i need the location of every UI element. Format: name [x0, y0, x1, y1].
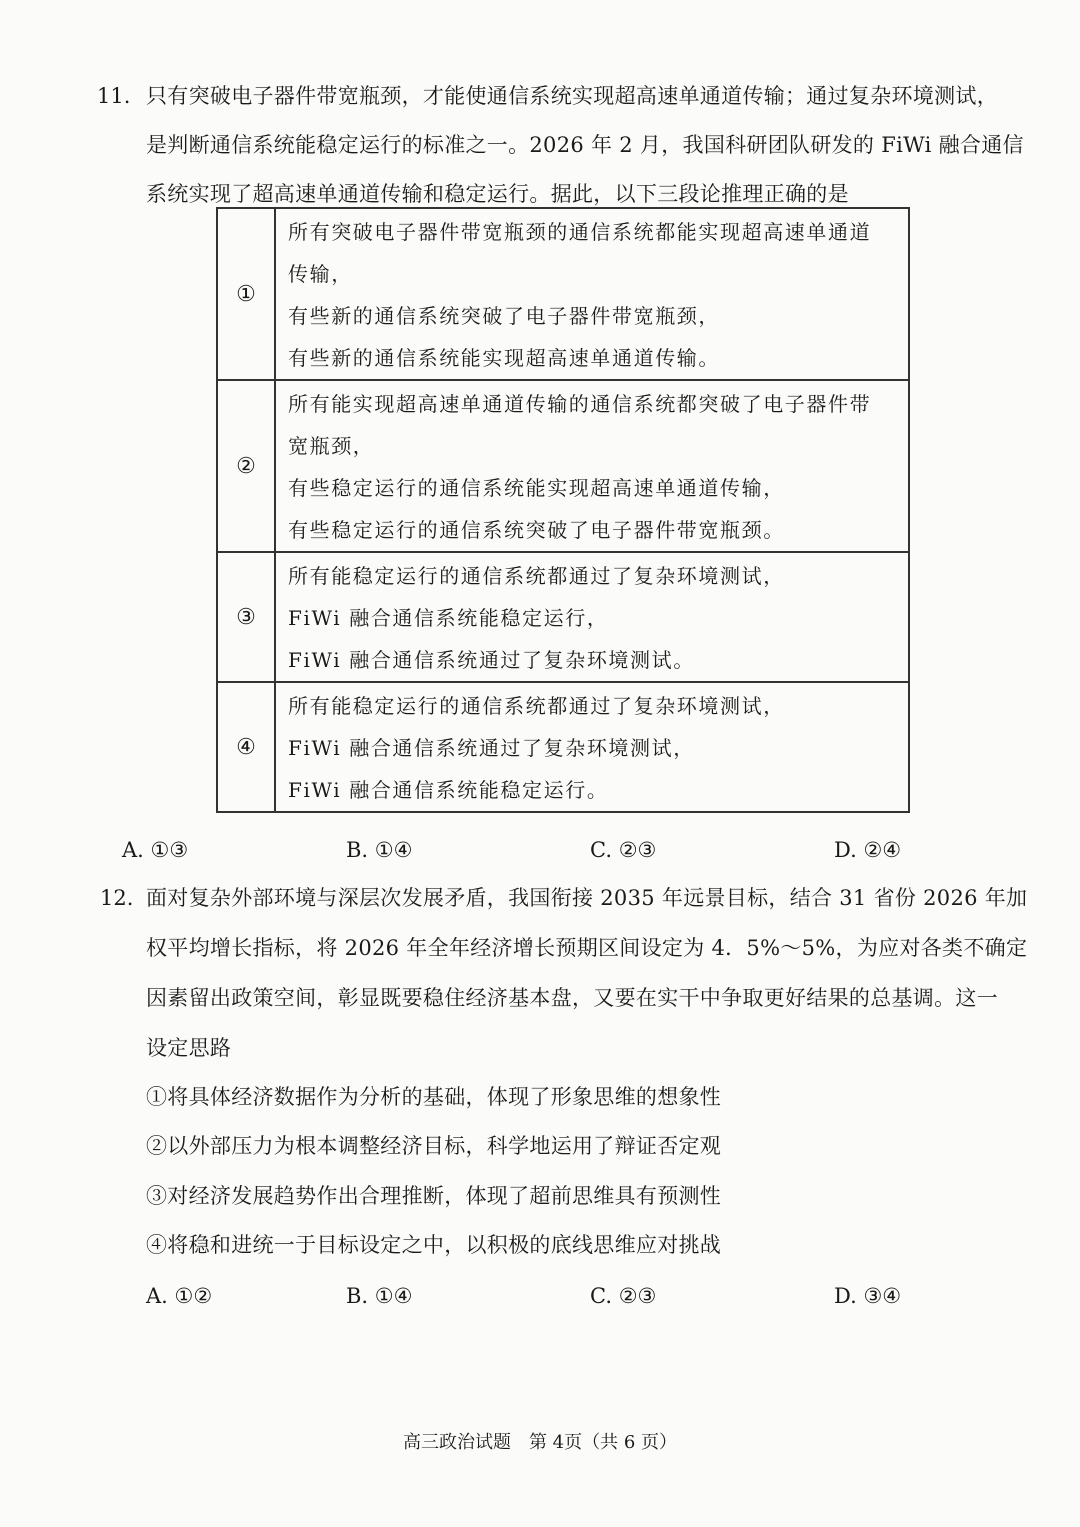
q12-option-b: B. ①④ [346, 1284, 413, 1308]
q12-statement-1: ①将具体经济数据作为分析的基础，体现了形象思维的想象性 [146, 1085, 722, 1109]
question-12-stem-line-2: 权平均增长指标，将 2026 年全年经济增长预期区间设定为 4．5%～5%，为应对各类不确定 [146, 936, 1028, 960]
question-11-stem-line-1: 只有突破电子器件带宽瓶颈，才能使通信系统实现超高速单通道传输；通过复杂环境测试， [146, 84, 998, 108]
syllogism-mark: ① [217, 208, 275, 380]
question-12-number: 12. [100, 886, 134, 910]
syllogism-body [275, 380, 909, 552]
syllogism-body [275, 682, 909, 812]
syllogism-line: 所有突破电子器件带宽瓶颈的通信系统都能实现超高速单通道 [288, 220, 872, 244]
syllogism-body [275, 208, 909, 380]
syllogism-line: 有些新的通信系统突破了电子器件带宽瓶颈， [288, 304, 720, 328]
q11-option-d: D. ②④ [834, 838, 902, 862]
page-footer: 高三政治试题 第 4页（共 6 页） [402, 1432, 678, 1453]
syllogism-body [275, 552, 909, 682]
question-12-stem-line-1: 面对复杂外部环境与深层次发展矛盾，我国衔接 2035 年远景目标，结合 31 省份 2026 年加 [146, 886, 1028, 910]
q12-statement-3: ③对经济发展趋势作出合理推断，体现了超前思维具有预测性 [146, 1184, 722, 1208]
question-11-number: 11. [97, 84, 131, 108]
syllogism-line: 所有能实现超高速单通道传输的通信系统都突破了电子器件带 [288, 392, 872, 416]
syllogism-mark: ② [217, 380, 275, 552]
question-11-stem-line-2: 是判断通信系统能稳定运行的标准之一。2026 年 2 月，我国科研团队研发的 FiWi 融合通信 [146, 133, 1024, 157]
syllogism-table [216, 207, 910, 813]
syllogism-line: FiWi 融合通信系统通过了复杂环境测试。 [288, 648, 695, 672]
syllogism-row-1 [217, 208, 909, 380]
q12-option-d: D. ③④ [834, 1284, 902, 1308]
q12-option-c: C. ②③ [590, 1284, 657, 1308]
syllogism-row-3 [217, 552, 909, 682]
q11-option-c: C. ②③ [590, 838, 657, 862]
syllogism-line: 有些稳定运行的通信系统突破了电子器件带宽瓶颈。 [288, 518, 785, 542]
q11-option-b: B. ①④ [346, 838, 413, 862]
syllogism-mark: ③ [217, 552, 275, 682]
question-12-stem-line-4: 设定思路 [146, 1036, 232, 1060]
syllogism-mark: ④ [217, 682, 275, 812]
q12-statement-2: ②以外部压力为根本调整经济目标，科学地运用了辩证否定观 [146, 1134, 722, 1158]
syllogism-row-2 [217, 380, 909, 552]
syllogism-line: FiWi 融合通信系统通过了复杂环境测试， [288, 736, 695, 760]
syllogism-line: FiWi 融合通信系统能稳定运行， [288, 606, 609, 630]
syllogism-line: 宽瓶颈， [288, 434, 375, 458]
question-12-stem-line-3: 因素留出政策空间，彰显既要稳住经济基本盘，又要在实干中争取更好结果的总基调。这一 [146, 986, 998, 1010]
q12-option-a: A. ①② [146, 1284, 213, 1308]
syllogism-line: 传输， [288, 262, 353, 286]
q11-option-a: A. ①③ [122, 838, 189, 862]
question-11-stem-line-3: 系统实现了超高速单通道传输和稳定运行。据此，以下三段论推理正确的是 [146, 182, 849, 206]
syllogism-row-4 [217, 682, 909, 812]
syllogism-line: 有些稳定运行的通信系统能实现超高速单通道传输， [288, 476, 785, 500]
q12-statement-4: ④将稳和进统一于目标设定之中，以积极的底线思维应对挑战 [146, 1233, 722, 1257]
syllogism-line: 有些新的通信系统能实现超高速单通道传输。 [288, 346, 720, 370]
syllogism-line: FiWi 融合通信系统能稳定运行。 [288, 778, 609, 802]
syllogism-line: 所有能稳定运行的通信系统都通过了复杂环境测试， [288, 694, 785, 718]
syllogism-line: 所有能稳定运行的通信系统都通过了复杂环境测试， [288, 564, 785, 588]
